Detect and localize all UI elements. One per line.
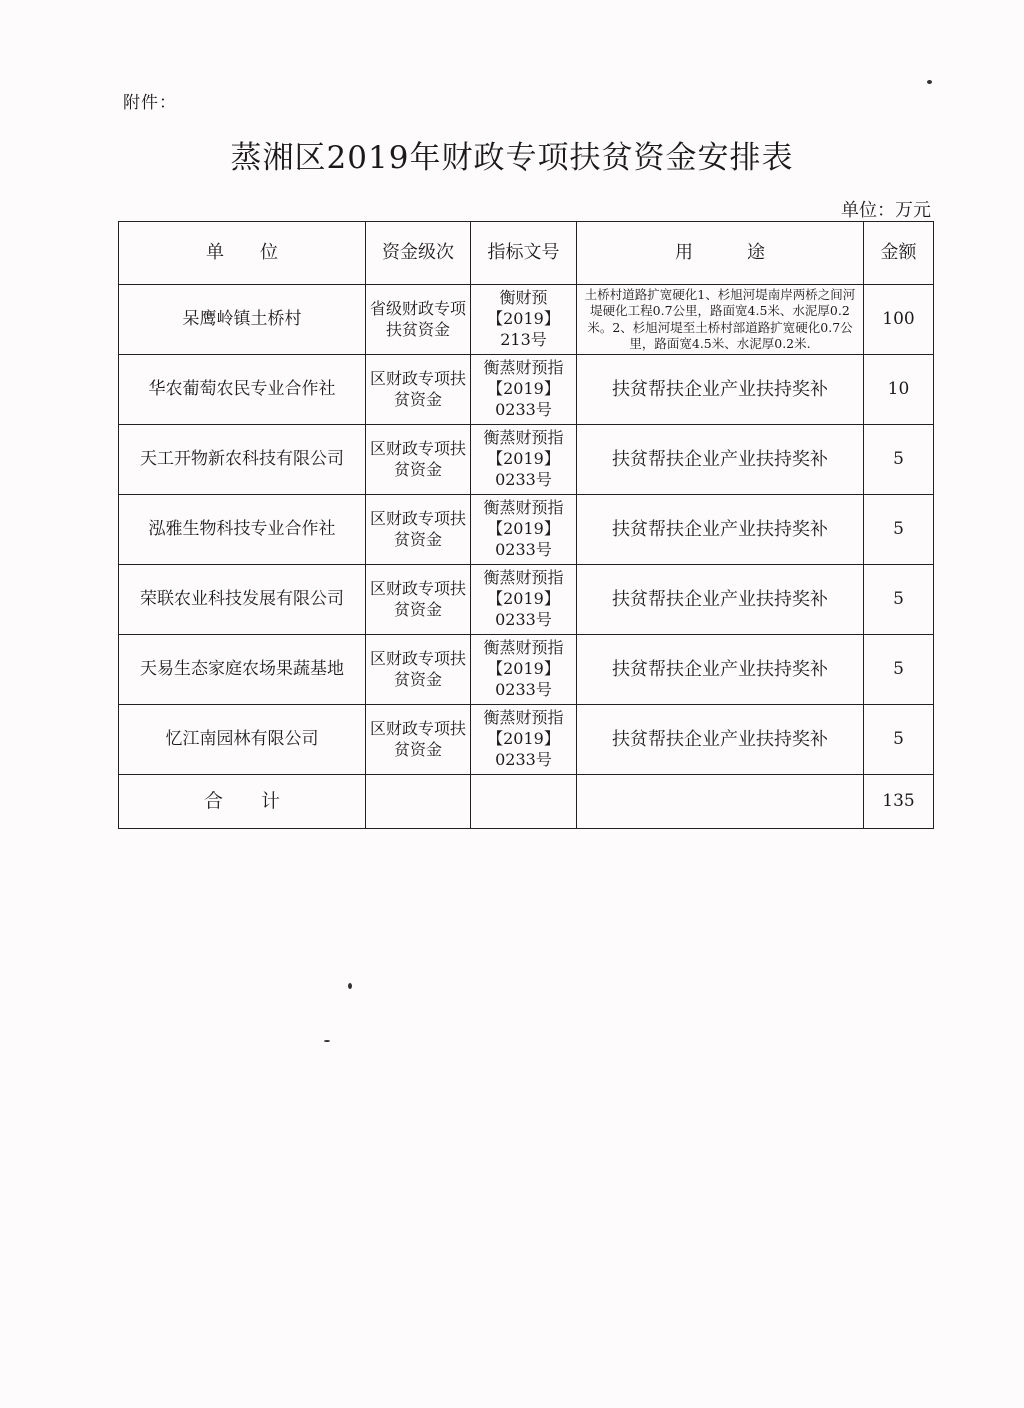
cell-unit: 呆鹰岭镇土桥村 <box>119 285 366 355</box>
table-row <box>119 285 934 355</box>
cell-doc: 衡财预【2019】213号 <box>471 285 577 355</box>
table-row <box>119 355 934 425</box>
cell-level: 区财政专项扶贫资金 <box>366 705 471 775</box>
cell-doc: 衡蒸财预指【2019】0233号 <box>471 705 577 775</box>
cell-amount: 10 <box>864 355 934 425</box>
total-amount: 135 <box>864 775 934 829</box>
cell-use: 扶贫帮扶企业产业扶持奖补 <box>577 635 864 705</box>
unit-label: 单位：万元 <box>841 200 931 221</box>
header-row <box>119 222 934 285</box>
cell-level: 区财政专项扶贫资金 <box>366 425 471 495</box>
header-doc: 指标文号 <box>471 222 577 285</box>
total-empty-use <box>577 775 864 829</box>
cell-use: 土桥村道路扩宽硬化1、杉旭河堤南岸两桥之间河堤硬化工程0.7公里，路面宽4.5米、水泥厚0.2米。2、杉旭河堤至土桥村部道路扩宽硬化0.7公里，路面宽4.5米、水泥厚0.2米. <box>577 285 864 355</box>
cell-amount: 5 <box>864 425 934 495</box>
cell-level: 省级财政专项扶贫资金 <box>366 285 471 355</box>
scan-speck <box>927 80 932 84</box>
header-level: 资金级次 <box>366 222 471 285</box>
cell-level: 区财政专项扶贫资金 <box>366 495 471 565</box>
total-row <box>119 775 934 829</box>
cell-level: 区财政专项扶贫资金 <box>366 355 471 425</box>
cell-level: 区财政专项扶贫资金 <box>366 565 471 635</box>
attachment-label: 附件： <box>123 93 177 113</box>
cell-doc: 衡蒸财预指【2019】0233号 <box>471 635 577 705</box>
header-use: 用 途 <box>577 222 864 285</box>
scan-speck <box>348 983 352 989</box>
cell-doc: 衡蒸财预指【2019】0233号 <box>471 355 577 425</box>
total-empty-doc <box>471 775 577 829</box>
cell-use: 扶贫帮扶企业产业扶持奖补 <box>577 705 864 775</box>
cell-doc: 衡蒸财预指【2019】0233号 <box>471 495 577 565</box>
cell-unit: 天易生态家庭农场果蔬基地 <box>119 635 366 705</box>
scan-speck <box>324 1040 330 1042</box>
funding-table <box>118 221 934 829</box>
table-row <box>119 495 934 565</box>
cell-amount: 5 <box>864 635 934 705</box>
cell-use: 扶贫帮扶企业产业扶持奖补 <box>577 495 864 565</box>
total-label: 合 计 <box>119 775 366 829</box>
cell-level: 区财政专项扶贫资金 <box>366 635 471 705</box>
table-row <box>119 635 934 705</box>
cell-unit: 华农葡萄农民专业合作社 <box>119 355 366 425</box>
cell-doc: 衡蒸财预指【2019】0233号 <box>471 565 577 635</box>
cell-amount: 5 <box>864 565 934 635</box>
cell-unit: 泓雅生物科技专业合作社 <box>119 495 366 565</box>
table-row <box>119 705 934 775</box>
table-row <box>119 565 934 635</box>
cell-amount: 100 <box>864 285 934 355</box>
cell-doc: 衡蒸财预指【2019】0233号 <box>471 425 577 495</box>
cell-amount: 5 <box>864 705 934 775</box>
cell-use: 扶贫帮扶企业产业扶持奖补 <box>577 425 864 495</box>
cell-unit: 天工开物新农科技有限公司 <box>119 425 366 495</box>
header-unit: 单 位 <box>119 222 366 285</box>
cell-amount: 5 <box>864 495 934 565</box>
cell-unit: 忆江南园林有限公司 <box>119 705 366 775</box>
total-empty-level <box>366 775 471 829</box>
page-title: 蒸湘区2019年财政专项扶贫资金安排表 <box>230 140 794 176</box>
header-amount: 金额 <box>864 222 934 285</box>
cell-unit: 荣联农业科技发展有限公司 <box>119 565 366 635</box>
cell-use: 扶贫帮扶企业产业扶持奖补 <box>577 355 864 425</box>
table-row <box>119 425 934 495</box>
cell-use: 扶贫帮扶企业产业扶持奖补 <box>577 565 864 635</box>
